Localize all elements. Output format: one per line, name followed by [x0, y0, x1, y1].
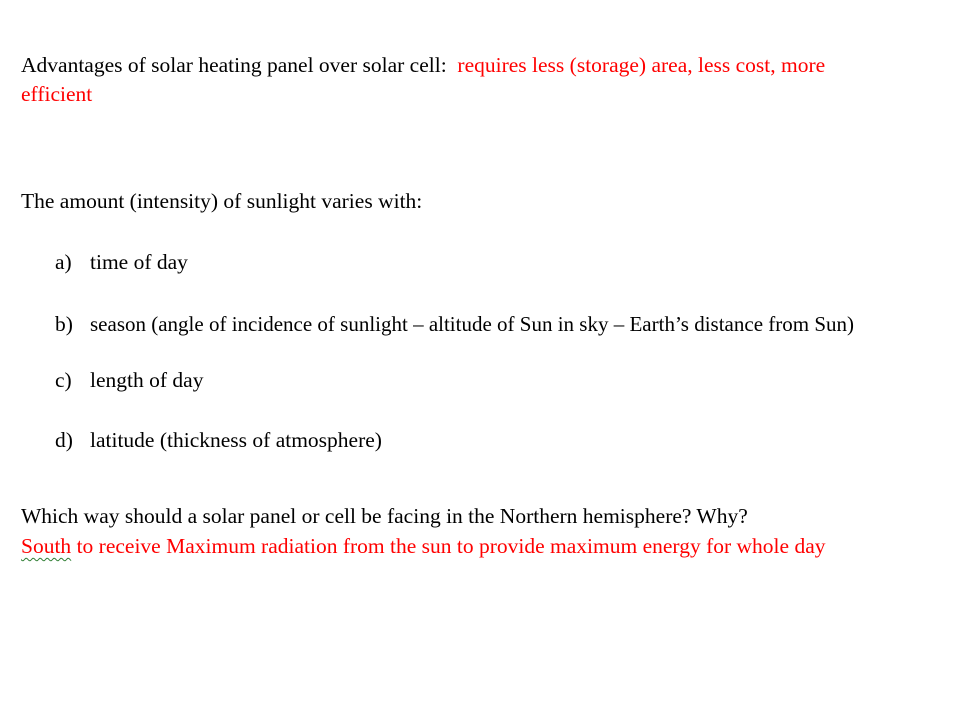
advantages-line-2 — [21, 81, 92, 107]
list-item-text: season (angle of incidence of sunlight – altitude of Sun in sky – Earth’s distance from Sun) — [90, 312, 855, 336]
list-item-letter: b) — [55, 312, 73, 336]
question-answer-rest: to receive Maximum radiation from the sun to provide maximum energy for whole day — [71, 534, 826, 558]
spellcheck-word: South — [21, 534, 72, 558]
list-item-letter: d) — [55, 428, 73, 452]
list-item-text: length of day — [90, 368, 204, 392]
advantages-answer-part-2: efficient — [21, 82, 93, 106]
intensity-heading: The amount (intensity) of sunlight varies with: — [21, 189, 423, 213]
question-prompt: Which way should a solar panel or cell be facing in the Northern hemisphere? Why? — [21, 504, 748, 528]
advantages-lead: Advantages of solar heating panel over solar cell: — [21, 53, 447, 77]
list-item-text: latitude (thickness of atmosphere) — [90, 428, 382, 452]
list-item-letter: c) — [55, 368, 72, 392]
advantages-answer-part-1: requires less (storage) area, less cost, more — [457, 53, 826, 77]
question-answer — [21, 533, 825, 559]
list-item-letter: a) — [55, 250, 72, 274]
advantages-line-1 — [21, 52, 825, 78]
list-item-text: time of day — [90, 250, 188, 274]
